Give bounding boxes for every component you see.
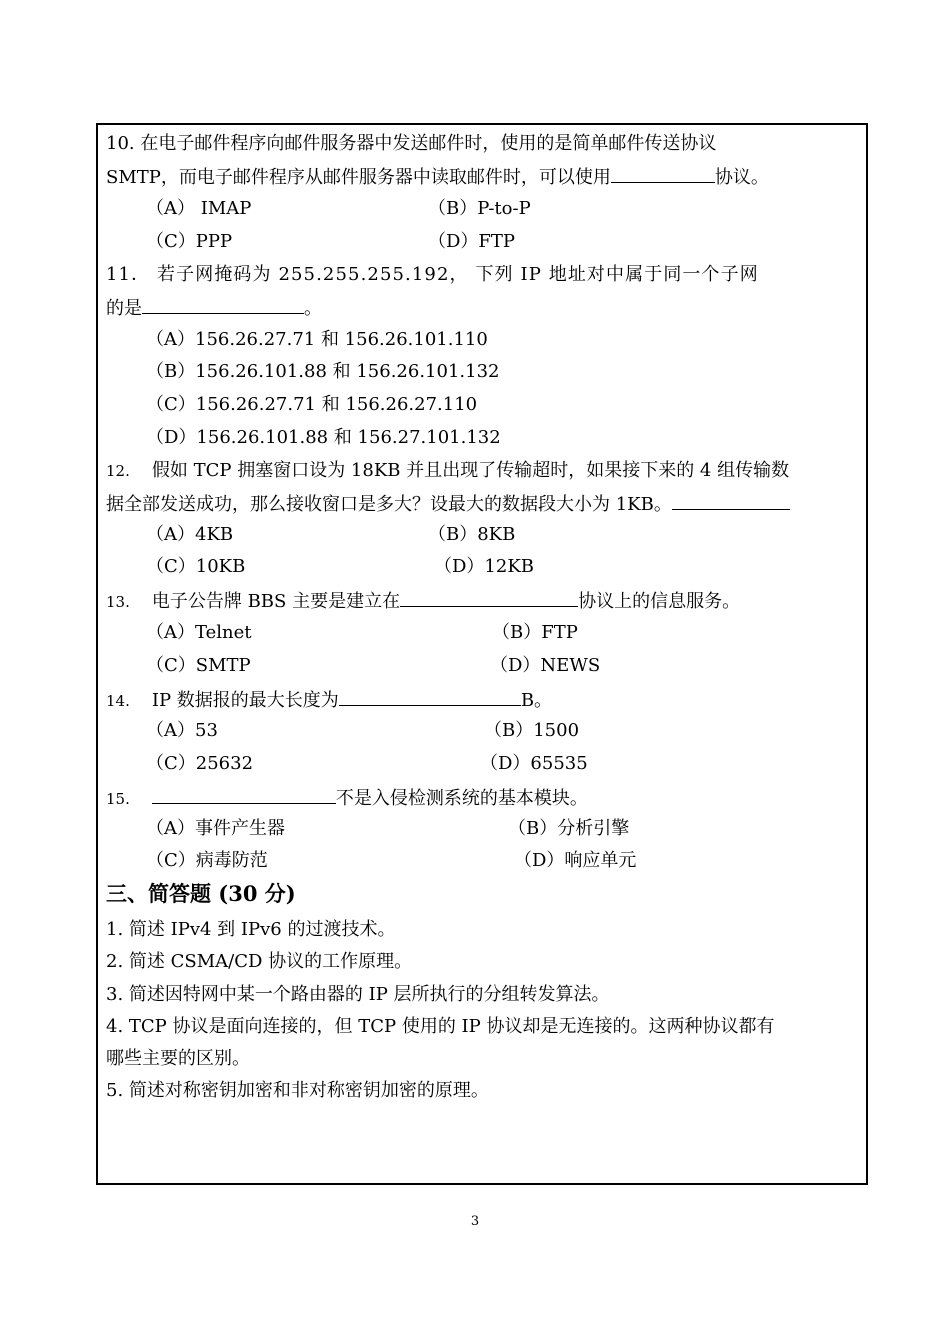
q15-blank [152,785,336,804]
short-answer-item-2: 2. 简述 CSMA/CD 协议的工作原理。 [106,951,413,972]
q10-option-a: （A） IMAP [146,198,252,219]
q14-blank [339,687,521,706]
q12-option-d: （D）12KB [434,556,535,577]
q14-option-b: （B）1500 [484,720,580,741]
q13-option-b: （B）FTP [492,622,578,643]
q11-blank [142,295,304,314]
q13-option-d: （D）NEWS [490,655,601,676]
q15-option-d: （D）响应单元 [514,850,637,871]
q13-blank [400,588,578,607]
q11-line1: 11． 若子网掩码为 255.255.255.192， 下列 IP 地址对中属于同一个子网 [106,264,759,285]
q11-line2: 的是 。 [106,295,322,321]
q14-option-a: （A）53 [146,720,218,741]
short-answer-item-4-cont: 哪些主要的区别。 [106,1048,250,1069]
q15-option-a: （A）事件产生器 [146,818,285,839]
q12-option-a: （A）4KB [146,524,234,545]
q13-option-a: （A）Telnet [146,622,252,643]
q10-blank [611,164,715,183]
page-number: 3 [470,1214,480,1229]
q12-blank [672,491,790,510]
short-answer-item-5: 5. 简述对称密钥加密和非对称密钥加密的原理。 [106,1080,489,1101]
q12-option-b: （B）8KB [428,524,516,545]
q10-line1: 10. 在电子邮件程序向邮件服务器中发送邮件时，使用的是简单邮件传送协议 [106,133,717,154]
short-answer-item-3: 3. 简述因特网中某一个路由器的 IP 层所执行的分组转发算法。 [106,984,610,1005]
q11-option-a: （A）156.26.27.71 和 156.26.101.110 [146,329,488,350]
q14-option-c: （C）25632 [146,753,254,774]
q12-line2: 据全部发送成功，那么接收窗口是多大？设最大的数据段大小为 1KB。 [106,491,790,517]
q10-option-b: （B）P-to-P [428,198,531,219]
q13-line: 13. 电子公告牌 BBS 主要是建立在 协议上的信息服务。 [106,588,740,614]
q13-number: 13. [106,593,130,611]
q10-line2: SMTP，而电子邮件程序从邮件服务器中读取邮件时，可以使用 协议。 [106,164,769,190]
q11-option-c: （C）156.26.27.71 和 156.26.27.110 [146,394,478,415]
q15-line: 15. 不是入侵检测系统的基本模块。 [106,785,588,811]
q15-number: 15. [106,790,130,808]
q12-number: 12. [106,462,130,480]
q13-option-c: （C）SMTP [146,655,251,676]
q10-option-c: （C）PPP [146,231,233,252]
short-answer-item-1: 1. 简述 IPv4 到 IPv6 的过渡技术。 [106,919,396,940]
q11-option-d: （D）156.26.101.88 和 156.27.101.132 [146,427,501,448]
q14-line: 14. IP 数据报的最大长度为 B。 [106,687,552,713]
q14-option-d: （D）65535 [480,753,588,774]
q15-option-b: （B）分析引擎 [508,818,630,839]
short-answer-item-4: 4. TCP 协议是面向连接的，但 TCP 使用的 IP 协议却是无连接的。这两种协议都有 [106,1016,775,1037]
q11-option-b: （B）156.26.101.88 和 156.26.101.132 [146,361,500,382]
q12-line1: 12. 假如 TCP 拥塞窗口设为 18KB 并且出现了传输超时，如果接下来的 4 组传输数 [106,460,790,481]
q15-option-c: （C）病毒防范 [146,850,268,871]
q12-option-c: （C）10KB [146,556,246,577]
q10-option-d: （D）FTP [428,231,516,252]
q14-number: 14. [106,692,130,710]
section-heading: 三、简答题 (30 分) [106,881,296,906]
